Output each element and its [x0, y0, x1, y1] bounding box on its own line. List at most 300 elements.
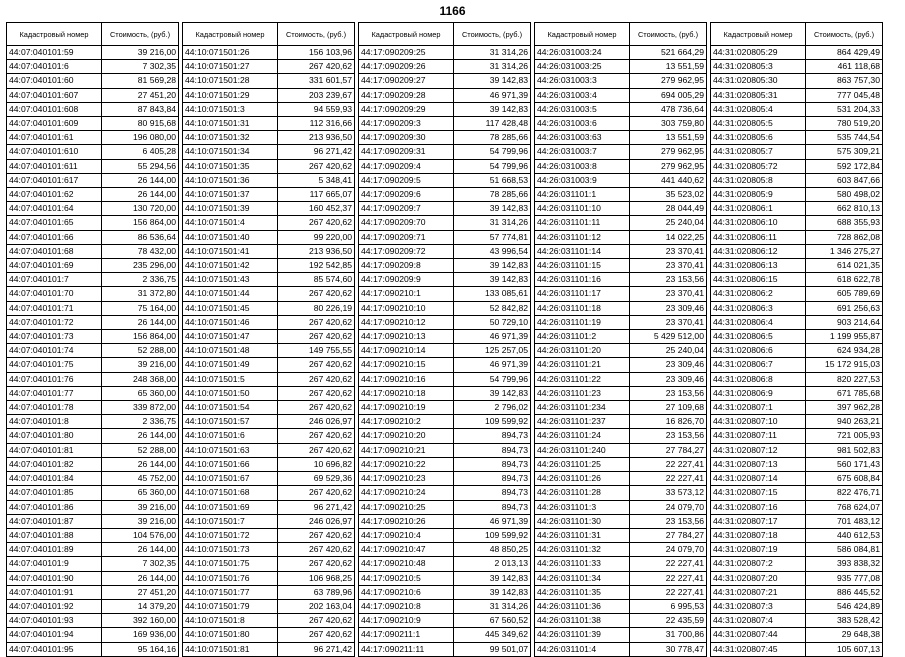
cost-cell: 39 216,00 [102, 358, 179, 372]
cost-cell: 10 696,82 [278, 457, 355, 471]
cadastral-number-cell: 44:31:020806:11 [711, 230, 806, 244]
header-cadastral-number: Кадастровый номер [359, 23, 454, 46]
cost-cell: 213 936,50 [278, 244, 355, 258]
table-row [535, 528, 707, 542]
cost-cell: 202 163,04 [278, 599, 355, 613]
table-row [7, 486, 179, 500]
cost-cell: 267 420,62 [278, 557, 355, 571]
cost-cell: 935 777,08 [806, 571, 883, 585]
cadastral-number-cell: 44:31:020806:6 [711, 344, 806, 358]
cadastral-number-cell: 44:26:031101:3 [535, 500, 630, 514]
cost-cell: 149 755,55 [278, 344, 355, 358]
cadastral-number-cell: 44:26:031003:25 [535, 60, 630, 74]
cadastral-number-cell: 44:10:071501:37 [183, 188, 278, 202]
cost-cell: 196 080,00 [102, 131, 179, 145]
cadastral-number-cell: 44:17:090209:4 [359, 159, 454, 173]
cadastral-number-cell: 44:31:020805:29 [711, 46, 806, 60]
cadastral-number-cell: 44:31:020807:13 [711, 457, 806, 471]
cadastral-number-cell: 44:10:071501:28 [183, 74, 278, 88]
header-cadastral-number: Кадастровый номер [711, 23, 806, 46]
cost-cell: 23 309,46 [630, 301, 707, 315]
table-row [535, 429, 707, 443]
cadastral-number-cell: 44:10:071501:7 [183, 514, 278, 528]
cost-cell: 2 013,13 [454, 557, 531, 571]
table-row [183, 102, 355, 116]
table-row [711, 443, 883, 457]
header-cadastral-number: Кадастровый номер [535, 23, 630, 46]
cost-cell: 23 370,41 [630, 259, 707, 273]
table-row [183, 372, 355, 386]
table-row [535, 301, 707, 315]
table-row [535, 614, 707, 628]
cost-cell: 603 847,66 [806, 173, 883, 187]
table-row [7, 188, 179, 202]
cost-cell: 27 784,27 [630, 443, 707, 457]
cost-cell: 75 164,00 [102, 301, 179, 315]
cadastral-number-cell: 44:17:090209:7 [359, 202, 454, 216]
cadastral-number-cell: 44:10:071501:39 [183, 202, 278, 216]
table-row [7, 599, 179, 613]
cost-cell: 267 420,62 [278, 315, 355, 329]
cadastral-number-cell: 44:07:040101:60 [7, 74, 102, 88]
cost-cell: 29 648,38 [806, 628, 883, 642]
cost-cell: 618 622,78 [806, 273, 883, 287]
cadastral-number-cell: 44:26:031101:18 [535, 301, 630, 315]
header-cost: Стоимость, (руб.) [630, 23, 707, 46]
cadastral-number-cell: 44:31:020806:10 [711, 216, 806, 230]
cost-cell: 22 227,41 [630, 557, 707, 571]
cadastral-number-cell: 44:07:040101:61 [7, 131, 102, 145]
cadastral-number-cell: 44:07:040101:85 [7, 486, 102, 500]
table-row [183, 344, 355, 358]
table-row [711, 159, 883, 173]
table-row [7, 429, 179, 443]
table-row [359, 145, 531, 159]
cost-cell: 39 216,00 [102, 514, 179, 528]
cost-cell: 31 372,80 [102, 287, 179, 301]
cadastral-number-cell: 44:10:071501:45 [183, 301, 278, 315]
cadastral-number-cell: 44:26:031101:19 [535, 315, 630, 329]
cadastral-number-cell: 44:07:040101:94 [7, 628, 102, 642]
table-row [183, 131, 355, 145]
cost-cell: 57 774,81 [454, 230, 531, 244]
cadastral-number-cell: 44:07:040101:82 [7, 457, 102, 471]
table-row [711, 117, 883, 131]
table-row [535, 60, 707, 74]
header-cost: Стоимость, (руб.) [454, 23, 531, 46]
table-row [7, 131, 179, 145]
cost-cell: 48 850,25 [454, 543, 531, 557]
table-row [359, 571, 531, 585]
table-row [359, 614, 531, 628]
cost-cell: 894,73 [454, 500, 531, 514]
table-row [7, 571, 179, 585]
table-row [535, 74, 707, 88]
table-row [7, 102, 179, 116]
table-row [359, 216, 531, 230]
table-row [359, 60, 531, 74]
cadastral-number-cell: 44:31:020806:7 [711, 358, 806, 372]
cadastral-number-cell: 44:17:090211:11 [359, 642, 454, 656]
table-row [7, 585, 179, 599]
cadastral-number-cell: 44:07:040101:91 [7, 585, 102, 599]
cadastral-number-cell: 44:10:071501:31 [183, 117, 278, 131]
table-row [359, 315, 531, 329]
cadastral-number-cell: 44:17:090210:18 [359, 386, 454, 400]
table-row [711, 301, 883, 315]
cadastral-number-cell: 44:26:031003:4 [535, 88, 630, 102]
cadastral-number-cell: 44:31:020807:10 [711, 415, 806, 429]
cost-cell: 156 103,96 [278, 46, 355, 60]
page-number: 1166 [439, 4, 466, 18]
table-row [535, 88, 707, 102]
cost-cell: 397 962,28 [806, 401, 883, 415]
cadastral-number-cell: 44:31:020807:19 [711, 543, 806, 557]
table-row [711, 585, 883, 599]
table-row [711, 102, 883, 116]
cost-cell: 125 257,05 [454, 344, 531, 358]
cost-cell: 246 026,97 [278, 514, 355, 528]
cost-cell: 31 314,26 [454, 46, 531, 60]
table-row [183, 259, 355, 273]
cadastral-number-cell: 44:10:071501:49 [183, 358, 278, 372]
cadastral-number-cell: 44:07:040101:90 [7, 571, 102, 585]
table-row [183, 145, 355, 159]
cadastral-number-cell: 44:07:040101:76 [7, 372, 102, 386]
cost-cell: 2 796,02 [454, 401, 531, 415]
cost-cell: 43 996,54 [454, 244, 531, 258]
table-row [183, 443, 355, 457]
table-row [535, 273, 707, 287]
table-row [711, 259, 883, 273]
cadastral-number-cell: 44:07:040101:62 [7, 188, 102, 202]
cadastral-number-cell: 44:07:040101:74 [7, 344, 102, 358]
cost-cell: 267 420,62 [278, 159, 355, 173]
cadastral-number-cell: 44:10:071501:69 [183, 500, 278, 514]
table-row [183, 74, 355, 88]
cost-cell: 14 022,25 [630, 230, 707, 244]
table-row [359, 372, 531, 386]
table-row [711, 287, 883, 301]
table-row [7, 344, 179, 358]
cadastral-number-cell: 44:31:020807:2 [711, 557, 806, 571]
cost-cell: 331 601,57 [278, 74, 355, 88]
table-row [7, 415, 179, 429]
cadastral-number-cell: 44:31:020807:3 [711, 599, 806, 613]
table-row [183, 173, 355, 187]
table-row [359, 443, 531, 457]
cadastral-number-cell: 44:26:031101:24 [535, 429, 630, 443]
cost-cell: 441 440,62 [630, 173, 707, 187]
table-row [7, 528, 179, 542]
table-row [535, 46, 707, 60]
table-row [7, 543, 179, 557]
cadastral-number-cell: 44:26:031101:10 [535, 202, 630, 216]
cadastral-number-cell: 44:31:020806:4 [711, 315, 806, 329]
table-row [711, 88, 883, 102]
cadastral-number-cell: 44:07:040101:80 [7, 429, 102, 443]
cadastral-number-cell: 44:17:090209:8 [359, 259, 454, 273]
table-row [535, 543, 707, 557]
cadastral-number-cell: 44:26:031101:240 [535, 443, 630, 457]
cost-cell: 14 379,20 [102, 599, 179, 613]
cadastral-number-cell: 44:31:020807:20 [711, 571, 806, 585]
cadastral-number-cell: 44:07:040101:611 [7, 159, 102, 173]
cadastral-number-cell: 44:31:020805:7 [711, 145, 806, 159]
cost-cell: 213 936,50 [278, 131, 355, 145]
table-row [183, 216, 355, 230]
cost-cell: 99 220,00 [278, 230, 355, 244]
cadastral-number-cell: 44:07:040101:93 [7, 614, 102, 628]
table-row [183, 358, 355, 372]
cost-cell: 279 962,95 [630, 159, 707, 173]
cost-cell: 105 607,13 [806, 642, 883, 656]
cadastral-number-cell: 44:17:090210:9 [359, 614, 454, 628]
table-row [711, 372, 883, 386]
cadastral-number-cell: 44:26:031003:8 [535, 159, 630, 173]
table-row [183, 60, 355, 74]
cadastral-number-cell: 44:17:090209:25 [359, 46, 454, 60]
cost-cell: 25 240,04 [630, 216, 707, 230]
table-row [7, 642, 179, 656]
table-row [7, 216, 179, 230]
table-header [535, 23, 707, 46]
table-row [183, 230, 355, 244]
cadastral-number-cell: 44:07:040101:65 [7, 216, 102, 230]
cadastral-number-cell: 44:10:071501:47 [183, 330, 278, 344]
table-row [7, 159, 179, 173]
cadastral-number-cell: 44:26:031101:38 [535, 614, 630, 628]
table-row [7, 273, 179, 287]
table-row [711, 188, 883, 202]
cost-cell: 586 084,81 [806, 543, 883, 557]
cost-cell: 267 420,62 [278, 358, 355, 372]
cost-cell: 26 144,00 [102, 429, 179, 443]
table-row [711, 273, 883, 287]
table-row [535, 244, 707, 258]
table-row [183, 472, 355, 486]
table-row [711, 216, 883, 230]
table-row [711, 230, 883, 244]
cost-cell: 22 227,41 [630, 571, 707, 585]
cost-cell: 39 142,83 [454, 571, 531, 585]
cost-cell: 39 142,83 [454, 74, 531, 88]
table-row [7, 500, 179, 514]
table-header [7, 23, 179, 46]
cadastral-number-cell: 44:17:090210:48 [359, 557, 454, 571]
cadastral-number-cell: 44:31:020807:16 [711, 500, 806, 514]
table-row [359, 401, 531, 415]
cadastral-number-cell: 44:07:040101:68 [7, 244, 102, 258]
header-cost: Стоимость, (руб.) [806, 23, 883, 46]
cost-cell: 383 528,42 [806, 614, 883, 628]
table-row [359, 117, 531, 131]
table-row [359, 330, 531, 344]
cost-cell: 26 144,00 [102, 188, 179, 202]
header-cost: Стоимость, (руб.) [102, 23, 179, 46]
cost-cell: 52 842,82 [454, 301, 531, 315]
cadastral-number-cell: 44:17:090210:10 [359, 301, 454, 315]
cost-cell: 894,73 [454, 457, 531, 471]
cadastral-number-cell: 44:10:071501:34 [183, 145, 278, 159]
cadastral-number-cell: 44:07:040101:6 [7, 60, 102, 74]
cost-cell: 279 962,95 [630, 74, 707, 88]
cost-cell: 112 316,66 [278, 117, 355, 131]
table-row [359, 230, 531, 244]
cost-cell: 7 302,35 [102, 557, 179, 571]
cost-cell: 52 288,00 [102, 443, 179, 457]
table-row [7, 372, 179, 386]
table-row [359, 131, 531, 145]
cost-cell: 267 420,62 [278, 628, 355, 642]
cadastral-number-cell: 44:10:071501:32 [183, 131, 278, 145]
cadastral-number-cell: 44:10:071501:43 [183, 273, 278, 287]
cadastral-number-cell: 44:17:090210:21 [359, 443, 454, 457]
cadastral-number-cell: 44:17:090211:1 [359, 628, 454, 642]
table-row [359, 599, 531, 613]
table-row [183, 457, 355, 471]
table-row [7, 330, 179, 344]
cadastral-number-cell: 44:17:090210:1 [359, 287, 454, 301]
cost-cell: 22 435,59 [630, 614, 707, 628]
table-row [711, 386, 883, 400]
table-row [535, 202, 707, 216]
cadastral-number-cell: 44:31:020805:31 [711, 88, 806, 102]
table-row [183, 528, 355, 542]
table-row [711, 429, 883, 443]
table-row [359, 642, 531, 656]
table-row [711, 528, 883, 542]
cadastral-number-cell: 44:07:040101:92 [7, 599, 102, 613]
table-row [711, 344, 883, 358]
cost-cell: 39 142,83 [454, 102, 531, 116]
table-row [535, 585, 707, 599]
cost-cell: 393 838,32 [806, 557, 883, 571]
cadastral-number-cell: 44:17:090210:2 [359, 415, 454, 429]
cost-cell: 267 420,62 [278, 543, 355, 557]
table-body [7, 46, 179, 657]
cadastral-number-cell: 44:10:071501:35 [183, 159, 278, 173]
cost-cell: 46 971,39 [454, 514, 531, 528]
cadastral-number-cell: 44:07:040101:88 [7, 528, 102, 542]
cadastral-number-cell: 44:26:031101:20 [535, 344, 630, 358]
cost-cell: 26 144,00 [102, 543, 179, 557]
cost-cell: 560 171,43 [806, 457, 883, 471]
cadastral-number-cell: 44:17:090209:72 [359, 244, 454, 258]
table-row [359, 500, 531, 514]
cadastral-number-cell: 44:31:020807:15 [711, 486, 806, 500]
cost-cell: 23 370,41 [630, 287, 707, 301]
table-row [183, 514, 355, 528]
cadastral-number-cell: 44:07:040101:617 [7, 173, 102, 187]
cost-cell: 117 665,07 [278, 188, 355, 202]
cost-cell: 777 045,48 [806, 88, 883, 102]
table-row [183, 642, 355, 656]
cadastral-number-cell: 44:26:031101:32 [535, 543, 630, 557]
table-row [7, 358, 179, 372]
table-row [535, 315, 707, 329]
table-row [183, 159, 355, 173]
cost-cell: 23 370,41 [630, 244, 707, 258]
table-row [7, 202, 179, 216]
cost-cell: 1 199 955,87 [806, 330, 883, 344]
cost-cell: 203 239,67 [278, 88, 355, 102]
cost-cell: 13 551,59 [630, 60, 707, 74]
cadastral-number-cell: 44:26:031003:24 [535, 46, 630, 60]
table-row [535, 287, 707, 301]
cadastral-number-cell: 44:07:040101:9 [7, 557, 102, 571]
table-row [7, 230, 179, 244]
cadastral-number-cell: 44:31:020807:21 [711, 585, 806, 599]
cost-cell: 106 968,25 [278, 571, 355, 585]
cadastral-number-cell: 44:17:090210:12 [359, 315, 454, 329]
cost-cell: 96 271,42 [278, 500, 355, 514]
cost-cell: 23 370,41 [630, 315, 707, 329]
cadastral-number-cell: 44:07:040101:77 [7, 386, 102, 400]
cost-cell: 820 227,53 [806, 372, 883, 386]
cadastral-number-cell: 44:31:020807:4 [711, 614, 806, 628]
table-row [183, 486, 355, 500]
table-row [7, 401, 179, 415]
cadastral-number-cell: 44:31:020805:9 [711, 188, 806, 202]
table-row [359, 528, 531, 542]
table-row [183, 315, 355, 329]
cost-cell: 575 309,21 [806, 145, 883, 159]
cost-cell: 605 789,69 [806, 287, 883, 301]
cost-cell: 31 314,26 [454, 60, 531, 74]
table-row [535, 486, 707, 500]
cost-cell: 23 153,56 [630, 429, 707, 443]
cost-cell: 2 336,75 [102, 273, 179, 287]
cadastral-number-cell: 44:17:090209:31 [359, 145, 454, 159]
table-row [359, 259, 531, 273]
cadastral-number-cell: 44:26:031101:22 [535, 372, 630, 386]
cost-cell: 99 501,07 [454, 642, 531, 656]
cadastral-number-cell: 44:26:031101:30 [535, 514, 630, 528]
cadastral-number-cell: 44:07:040101:86 [7, 500, 102, 514]
cost-cell: 6 405,28 [102, 145, 179, 159]
table-row [359, 102, 531, 116]
cost-cell: 246 026,97 [278, 415, 355, 429]
table-header [183, 23, 355, 46]
cost-cell: 46 971,39 [454, 88, 531, 102]
cadastral-number-cell: 44:31:020807:17 [711, 514, 806, 528]
cadastral-number-cell: 44:10:071501:63 [183, 443, 278, 457]
table-row [711, 614, 883, 628]
table-row [183, 599, 355, 613]
table-row [7, 614, 179, 628]
cost-cell: 35 523,02 [630, 188, 707, 202]
cost-cell: 23 153,56 [630, 514, 707, 528]
cost-cell: 461 118,68 [806, 60, 883, 74]
table-row [7, 386, 179, 400]
cost-cell: 109 599,92 [454, 415, 531, 429]
cadastral-number-cell: 44:31:020805:6 [711, 131, 806, 145]
table-row [535, 472, 707, 486]
table-row [711, 500, 883, 514]
cadastral-number-cell: 44:17:090209:3 [359, 117, 454, 131]
cadastral-number-cell: 44:26:031003:6 [535, 117, 630, 131]
table-row [359, 301, 531, 315]
cost-cell: 46 971,39 [454, 330, 531, 344]
table-row [535, 230, 707, 244]
cadastral-number-cell: 44:07:040101:95 [7, 642, 102, 656]
table-header [711, 23, 883, 46]
cost-cell: 27 451,20 [102, 585, 179, 599]
cost-cell: 55 294,56 [102, 159, 179, 173]
cadastral-number-cell: 44:17:090209:70 [359, 216, 454, 230]
cadastral-number-cell: 44:31:020806:15 [711, 273, 806, 287]
